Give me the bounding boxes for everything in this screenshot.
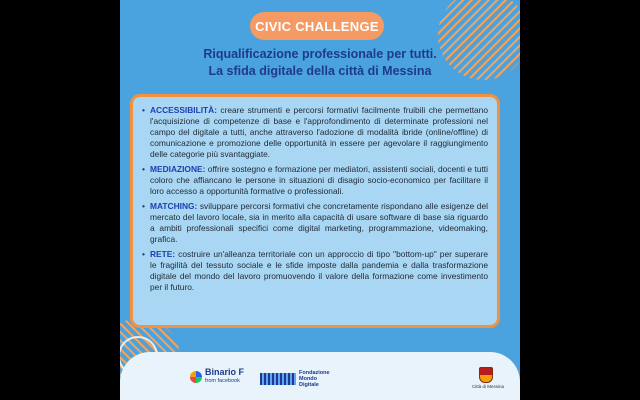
item-text: sviluppare percorsi formativi che concretamente rispondano alle esigenze del mercato del lavoro locale, sia in merito alla capacità di usare software di base sia riguardo a ambiti professionali specifici come digital marketing, programmazione, videomaking, grafica. — [150, 201, 488, 244]
city-name: Città di Messina — [472, 384, 505, 389]
fondazione-mondo-digitale-logo — [260, 370, 330, 388]
list-item-mediazione — [142, 164, 488, 197]
item-keyword: MATCHING: — [150, 201, 198, 211]
title-line-2: La sfida digitale della città di Messina — [208, 64, 432, 78]
item-text: creare strumenti e percorsi formativi facilmente fruibili che permettano l'acquisizione di competenze di base e l'approfondimento di determinate professioni nel campo del digitale a tutti, anche attraverso l'adozione di modalità ibride (online/offline) di comunicazione e promozione delle opportunità in essere per agevolare il raggiungimento delle categorie più svantaggiate. — [150, 105, 488, 159]
fmd-line-1: Fondazione — [299, 370, 330, 376]
binario-f-logo — [190, 368, 244, 386]
binario-f-mark-icon — [190, 371, 202, 383]
fmd-mark-icon — [260, 373, 296, 385]
bullet-icon: • — [142, 249, 145, 259]
item-text: costruire un'alleanza territoriale con un approccio di tipo "bottom-up" per superare le fragilità del tessuto sociale e le sfide imposte dalla pandemia e dalla trasformazione digitale del mondo del lavoro promuovendo il valore della formazione come investimento per il futuro. — [150, 249, 488, 292]
list-item-matching — [142, 201, 488, 245]
list-item-rete — [142, 249, 488, 293]
list-item-accessibilita — [142, 105, 488, 160]
challenge-card — [130, 94, 500, 328]
footer-logos — [120, 352, 520, 400]
civic-challenge-badge: CIVIC CHALLENGE — [250, 12, 384, 40]
citta-di-messina-logo — [472, 367, 505, 389]
poster — [120, 0, 520, 400]
item-keyword: MEDIAZIONE: — [150, 164, 206, 174]
page-title — [120, 46, 520, 80]
item-keyword: RETE: — [150, 249, 176, 259]
binario-f-subtitle: from facebook — [205, 378, 240, 384]
fmd-line-3: Digitale — [299, 382, 319, 388]
title-line-1: Riqualificazione professionale per tutti. — [203, 47, 437, 61]
city-crest-icon — [479, 367, 493, 383]
binario-f-name: Binario F — [205, 367, 245, 377]
bullet-icon: • — [142, 164, 145, 174]
bullet-icon: • — [142, 105, 145, 115]
fmd-line-2: Mondo — [299, 376, 318, 382]
bullet-icon: • — [142, 201, 145, 211]
item-text: offrire sostegno e formazione per mediatori, assistenti sociali, docenti e tutti coloro che affiancano le persone in situazioni di disagio socio-economico per facilitare il loro accesso a opportunità formative o professionali. — [150, 164, 488, 196]
item-keyword: ACCESSIBILITÀ: — [150, 105, 217, 115]
